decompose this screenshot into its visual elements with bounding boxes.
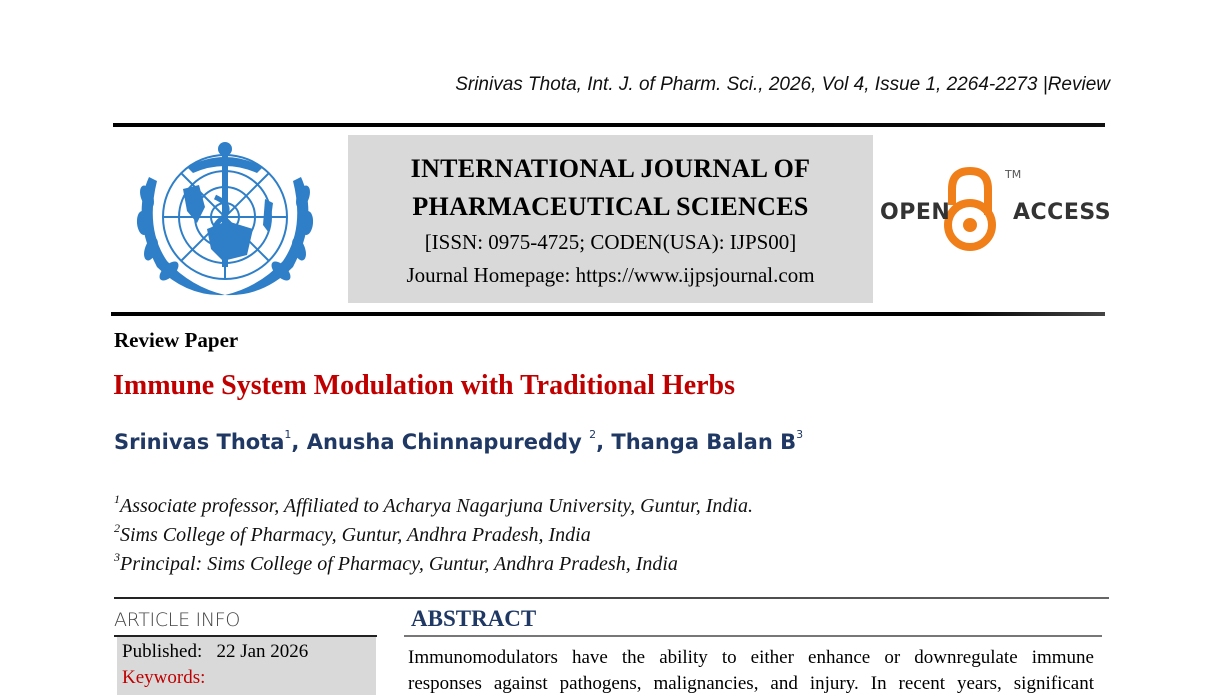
trademark-mark: TM [1005,168,1022,181]
journal-masthead [348,135,873,303]
author-affil-sup: 2 [589,428,597,441]
paper-title: Immune System Modulation with Traditional Herbs [113,370,736,401]
paper-type: Review Paper [114,328,239,352]
header-rule-bottom [111,312,1105,316]
affiliation-text: Associate professor, Affiliated to Acharya Nagarjuna University, Guntur, India. [120,495,753,517]
affiliation-text: Principal: Sims College of Pharmacy, Guntur, Andhra Pradesh, India [120,553,678,575]
affiliation-sup: 1 [114,492,120,506]
author-name[interactable]: Anusha Chinnapureddy [306,430,590,454]
journal-emblem-icon [127,137,323,303]
abstract-body [408,645,1094,697]
affiliation-2 [114,521,591,547]
open-access-open-text: OPEN [880,200,951,225]
published-date [122,641,308,663]
abstract-heading: ABSTRACT [411,606,537,631]
abstract-line: Immunomodulators have the ability to either enhance or downregulate immune [408,647,1094,668]
author-list [114,430,803,454]
author-name[interactable]: Thanga Balan B [611,430,797,454]
affiliation-3 [114,550,678,576]
section-divider [114,597,1109,599]
running-head: Srinivas Thota, Int. J. of Pharm. Sci., 2026, Vol 4, Issue 1, 2264-2273 |Review [455,74,1110,95]
abstract-rule [404,635,1102,637]
author-name[interactable]: Srinivas Thota [114,430,285,454]
author-affil-sup: 1 [284,428,292,441]
header-rule-top [113,123,1105,127]
abstract-line: responses against pathogens, malignancies, and injury. In recent years, significant [408,673,1094,694]
published-value: 22 Jan 2026 [216,641,309,662]
author-affil-sup: 3 [796,428,804,441]
journal-homepage[interactable]: Journal Homepage: https://www.ijpsjournal.com [406,263,815,287]
journal-name-line2: PHARMACEUTICAL SCIENCES [412,192,809,221]
affiliation-sup: 2 [114,521,120,535]
journal-name-line1: INTERNATIONAL JOURNAL OF [410,154,811,183]
article-info-heading: ARTICLE INFO [114,609,241,631]
open-access-access-text: ACCESS [1013,200,1112,225]
published-label: Published: [122,641,203,662]
journal-issn: [ISSN: 0975-4725; CODEN(USA): IJPS00] [424,230,797,254]
author-separator: , [291,430,307,454]
keywords-label: Keywords: [122,667,206,688]
author-separator: , [596,430,612,454]
affiliation-text: Sims College of Pharmacy, Guntur, Andhra Pradesh, India [120,524,591,546]
affiliation-1 [114,492,753,518]
affiliation-sup: 3 [114,550,120,564]
